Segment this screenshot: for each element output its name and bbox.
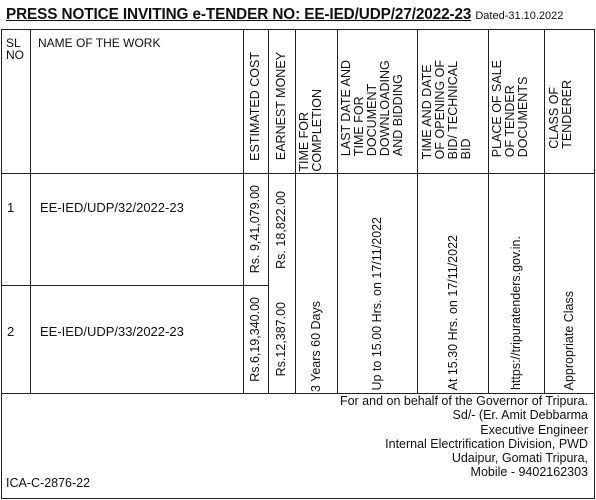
reference-number: ICA-C-2876-22 xyxy=(6,476,91,490)
notice-title: PRESS NOTICE INVITING e-TENDER NO: EE-IED/UDP/27/2022-23 xyxy=(6,6,472,23)
header-class-of-tenderer xyxy=(548,80,592,180)
row-1-earnest-money xyxy=(268,176,295,283)
row-2-earnest-money xyxy=(268,287,295,391)
header-time-for-completion xyxy=(298,40,336,172)
row-1-sl: 1 xyxy=(7,200,15,215)
header-opening-date-label: TIME AND DATE OF OPENING OF BID/ TECHNICAL BID xyxy=(420,60,473,160)
signature-line: Udaipur, Gomati Tripura, xyxy=(451,451,588,466)
row-1-work: EE-IED/UDP/32/2022-23 xyxy=(40,200,184,215)
header-last-date-label: LAST DATE AND TIME FOR DOCUMENT DOWNLOADING AND BIDDING xyxy=(339,60,405,157)
table-border-right xyxy=(594,29,595,499)
header-place-of-sale-label: PLACE OF SALE OF TENDER DOCUMENTS xyxy=(490,60,530,158)
notice-date: Dated-31.10.2022 xyxy=(475,10,564,22)
row-2-earnest-money-value: Rs.12,387.00 xyxy=(274,301,288,377)
notice-header xyxy=(6,6,592,28)
header-sl-no: SL NO xyxy=(6,36,24,62)
header-name-of-work: NAME OF THE WORK xyxy=(38,36,161,50)
opening-date-value: At 15.30 Hrs. on 17/11/2022 xyxy=(445,234,460,390)
opening-date-cell xyxy=(418,200,488,390)
time-for-completion-value: 3 Years 60 Days xyxy=(309,300,323,392)
table-border-left xyxy=(1,29,2,499)
header-last-date xyxy=(340,60,416,180)
place-of-sale-cell xyxy=(489,210,544,390)
row-1-earnest-money-value: Rs. 18,822.00 xyxy=(274,190,288,269)
row-2-work: EE-IED/UDP/33/2022-23 xyxy=(40,324,184,339)
table-border-bottom xyxy=(1,498,595,499)
table-border-top xyxy=(1,29,595,30)
row-2-estimated-cost-value: Rs.6,19,340.00 xyxy=(248,296,262,382)
row-1-estimated-cost-value: Rs. 9,41,079.00 xyxy=(248,185,262,274)
signature-line: Sd/- (Er. Amit Debbarma xyxy=(452,408,588,423)
header-class-of-tenderer-label: CLASS OF TENDERER xyxy=(547,80,574,149)
row-1-estimated-cost xyxy=(243,176,268,283)
signature-line: For and on behalf of the Governor of Tripura. xyxy=(339,394,588,408)
last-date-cell xyxy=(338,190,417,390)
row-2-sl: 2 xyxy=(7,324,15,339)
signature-line: Mobile - 9402162303 xyxy=(470,465,588,480)
place-of-sale-value: https://tripuratenders.gov.in. xyxy=(509,235,523,390)
time-for-completion-cell xyxy=(296,276,337,392)
header-earnest-money xyxy=(268,40,295,172)
signature-block xyxy=(340,394,588,480)
header-opening-date xyxy=(421,60,487,180)
header-place-of-sale xyxy=(491,60,543,180)
header-earnest-money-label: EARNEST MONEY xyxy=(274,51,288,161)
last-date-value: Up to 15.00 Hrs. on 17/11/2022 xyxy=(370,216,384,390)
signature-line: Executive Engineer xyxy=(480,422,588,437)
header-time-for-completion-label: TIME FOR COMPLETION xyxy=(297,89,324,172)
header-estimated-cost-label: ESTIMATED COST xyxy=(248,51,262,161)
row-2-estimated-cost xyxy=(243,287,268,391)
signature-line: Internal Electrification Division, PWD xyxy=(385,436,588,451)
col-divider-1 xyxy=(30,29,31,394)
row-divider xyxy=(1,285,269,286)
header-estimated-cost xyxy=(243,40,268,172)
class-of-tenderer-cell xyxy=(545,260,594,390)
class-of-tenderer-value: Appropriate Class xyxy=(562,290,576,390)
